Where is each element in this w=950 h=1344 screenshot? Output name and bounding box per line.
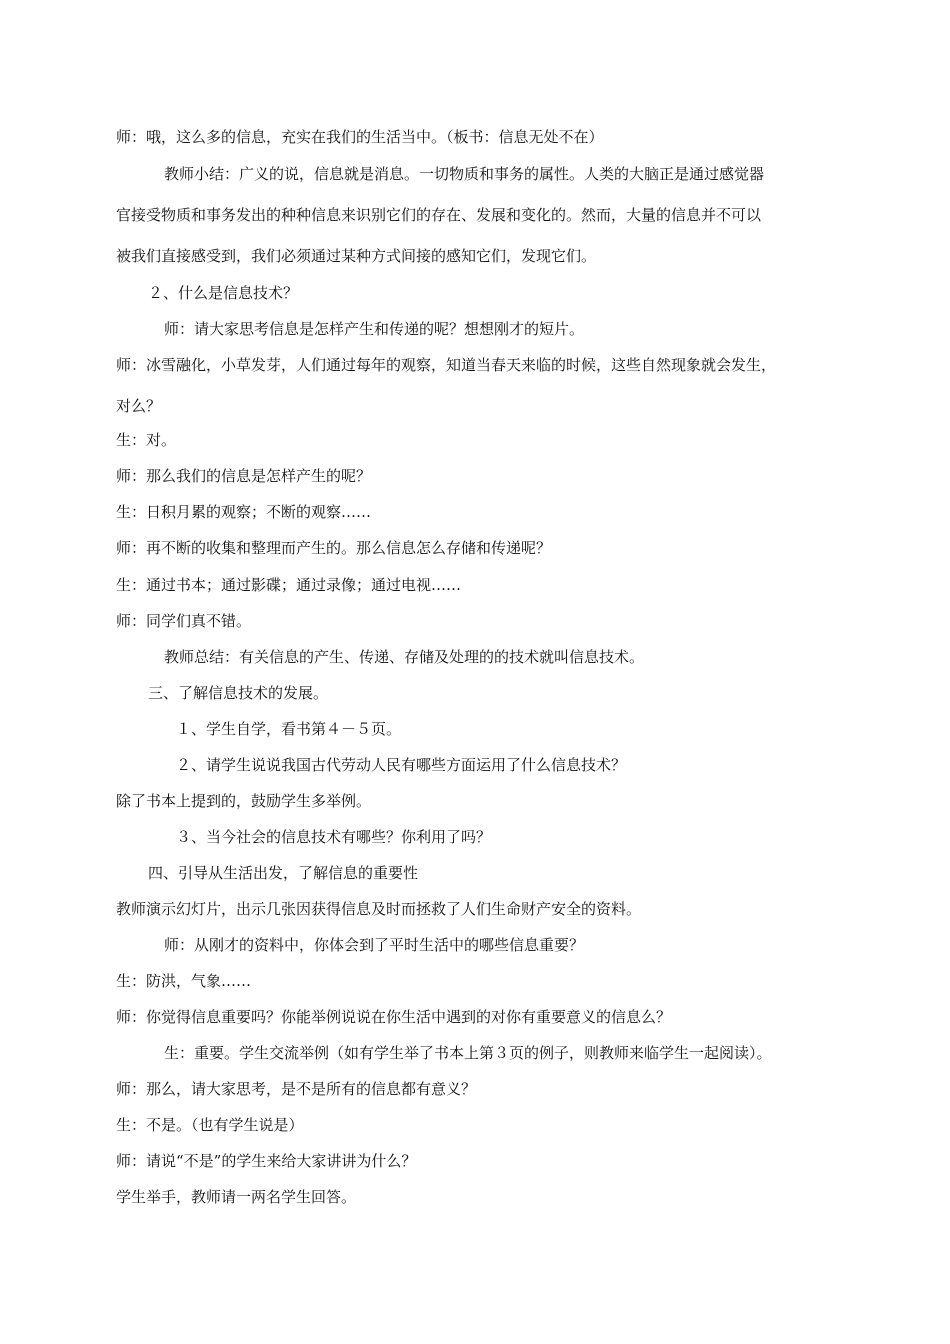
text-line: ２、请学生说说我国古代劳动人民有哪些方面运用了什么信息技术？ bbox=[176, 756, 627, 774]
text-line: 教师总结：有关信息的产生、传递、存储及处理的的技术就叫信息技术。 bbox=[164, 648, 645, 666]
section-heading: ２、什么是信息技术？ bbox=[148, 284, 299, 302]
text-line: ３、当今社会的信息技术有哪些？你利用了吗？ bbox=[176, 828, 492, 846]
text-line: 生：对。 bbox=[116, 431, 177, 449]
text-line: 生：通过书本；通过影碟；通过录像；通过电视…… bbox=[116, 576, 462, 594]
text-line: 师：同学们真不错。 bbox=[116, 612, 252, 630]
text-line: 师：那么，请大家思考，是不是所有的信息都有意义？ bbox=[116, 1080, 477, 1098]
section-heading: 三、了解信息技术的发展。 bbox=[148, 684, 329, 702]
text-line: 教师小结：广义的说，信息就是消息。一切物质和事务的属性。人类的大脑正是通过感觉器 bbox=[164, 165, 765, 183]
text-line: 师：从刚才的资料中，你体会到了平时生活中的哪些信息重要？ bbox=[164, 936, 585, 954]
text-line: 师：那么我们的信息是怎样产生的呢？ bbox=[116, 467, 372, 485]
text-line: １、学生自学，看书第４－５页。 bbox=[176, 720, 402, 738]
text-line: 教师演示幻灯片，出示几张因获得信息及时而拯救了人们生命财产安全的资料。 bbox=[116, 900, 642, 918]
text-line: 除了书本上提到的，鼓励学生多举例。 bbox=[116, 792, 372, 810]
text-line: 生：日积月累的观察；不断的观察…… bbox=[116, 503, 372, 521]
section-heading: 四、引导从生活出发，了解信息的重要性 bbox=[148, 864, 419, 882]
text-line: 对么？ bbox=[116, 397, 162, 415]
text-line: 师：你觉得信息重要吗？你能举例说说在你生活中遇到的对你有重要意义的信息么？ bbox=[116, 1008, 672, 1026]
text-line: 学生举手，教师请一两名学生回答。 bbox=[116, 1188, 357, 1206]
text-line: 官接受物质和事务发出的种种信息来识别它们的存在、发展和变化的。然而，大量的信息并不可以 bbox=[116, 206, 762, 224]
text-line: 师：请大家思考信息是怎样产生和传递的呢？想想刚才的短片。 bbox=[164, 320, 585, 338]
text-line: 师：请说“不是”的学生来给大家讲讲为什么？ bbox=[116, 1152, 417, 1170]
text-line: 生：防洪，气象…… bbox=[116, 972, 252, 990]
text-line: 师：冰雪融化，小草发芽，人们通过每年的观察，知道当春天来临的时候，这些自然现象就会发生， bbox=[116, 356, 777, 374]
text-line: 师：再不断的收集和整理而产生的。那么信息怎么存储和传递呢？ bbox=[116, 539, 552, 557]
text-line: 生：不是。（也有学生说是） bbox=[116, 1116, 304, 1134]
text-line: 被我们直接感受到，我们必须通过某种方式间接的感知它们，发现它们。 bbox=[116, 247, 597, 265]
text-line: 师：哦，这么多的信息，充实在我们的生活当中。（板书：信息无处不在） bbox=[116, 128, 604, 146]
text-line: 生：重要。学生交流举例（如有学生举了书本上第３页的例子，则教师来临学生一起阅读）。 bbox=[164, 1044, 772, 1062]
